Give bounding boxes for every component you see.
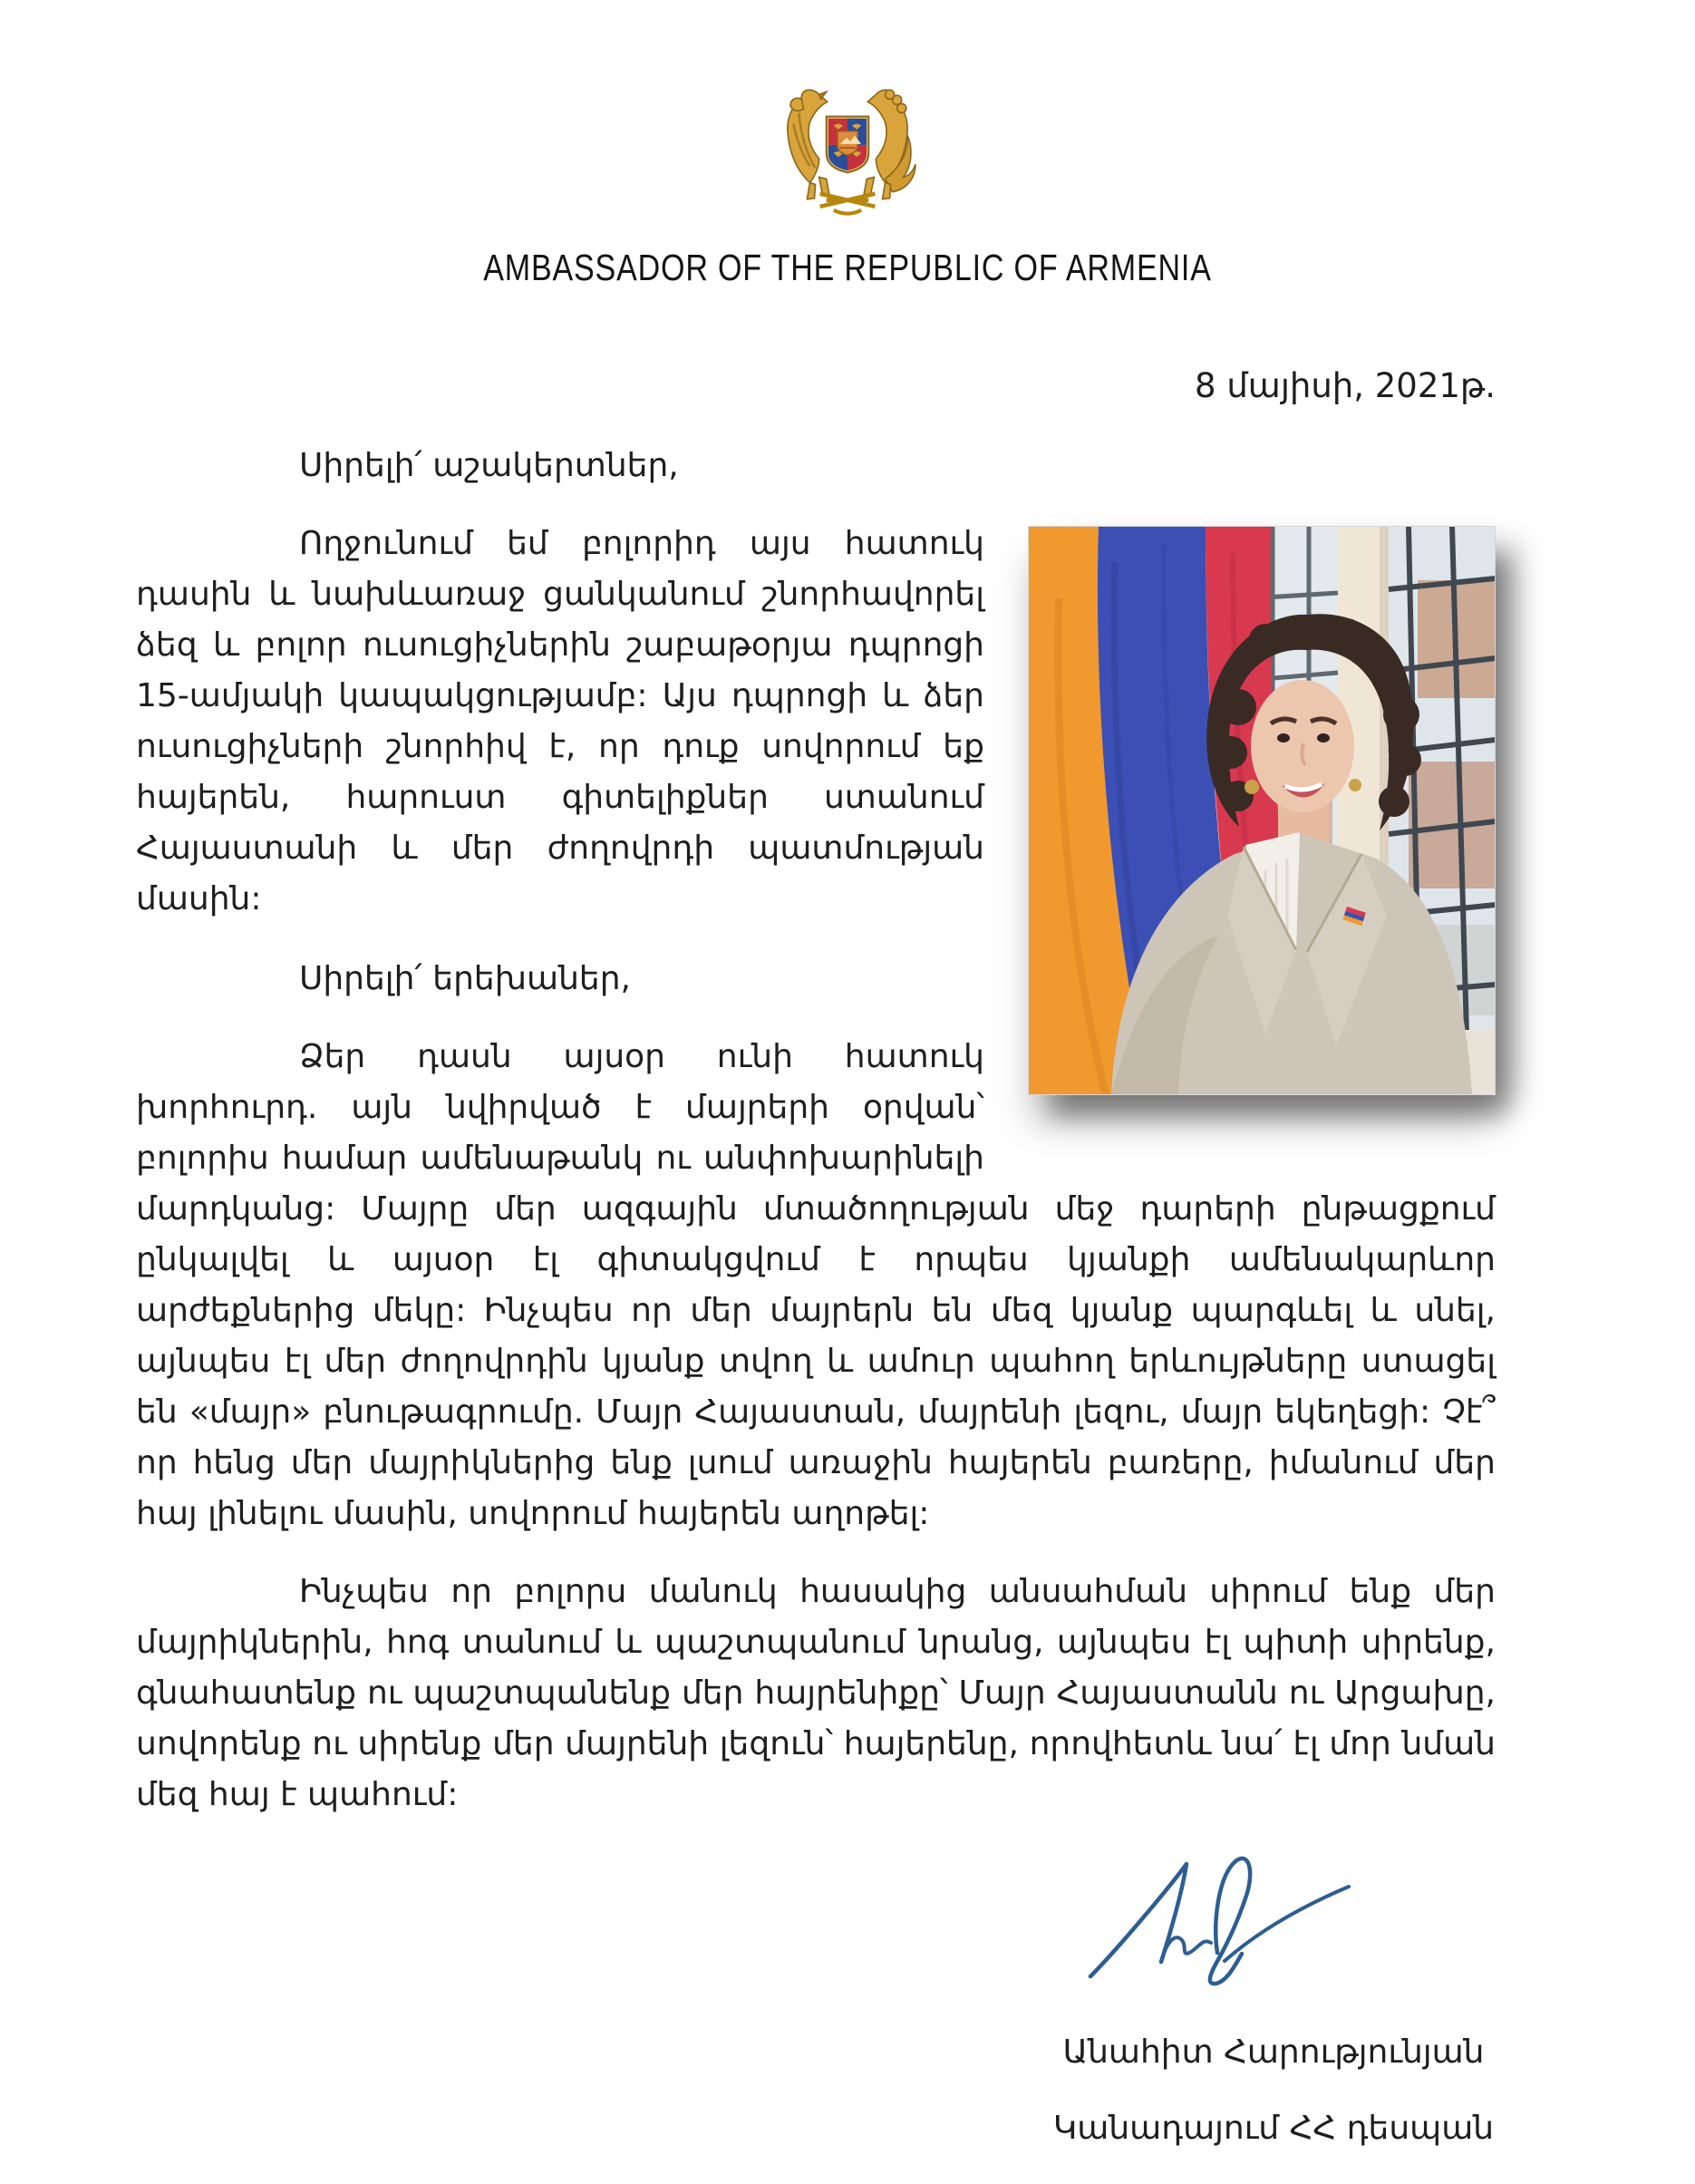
handwritten-signature (1080, 1851, 1351, 1987)
letterhead-title: AMBASSADOR OF THE REPUBLIC OF ARMENIA (483, 247, 1212, 288)
salutation-children: Սիրելի՛ երեխաներ, (299, 960, 631, 997)
ambassador-portrait-image (1028, 526, 1496, 1095)
ambassador-photo (1028, 526, 1496, 1095)
letter-body (136, 361, 1496, 2154)
salutation-students: Սիրելի՛ աշակերտներ, (299, 447, 679, 484)
signature-block (1051, 1851, 1496, 2154)
signer-name: Անահիտ Հարությունյան (1062, 2034, 1485, 2071)
paragraph-greeting (136, 519, 1496, 925)
paragraph-mothers-day: Ձեր դասն այսօր ունի հատուկ խորհուրդ. այն նվիրված է մայրերի օրվան՝ բոլորիս համար ամենաթանկ ու անփոխարինելի մարդկանց: Մայրը մեր ազգային մտածողության մեջ դարերի ընթացքում ընկալվել և այսօր էլ գիտակցվում է որպես կյանքի ամենակարևոր արժեքներից մեկը: Ինչպես որ մեր մայրերն են մեզ կյանք պարգևել և սնել, այնպես էլ մեր ժողովրդին կյանք տվող և ամուր պահող երևույթները ստացել են «մայր» բնութագրումը. Մայր Հայաստան, մայրենի լեզու, մայր եկեղեցի: Չէ՞ որ հենց մեր մայրիկներից ենք լսում առաջին հայերեն բառերը, իմանում մեր հայ լինելու մասին, սովորում հայերեն աղոթել: (136, 1038, 1496, 1532)
paragraph-greeting-text: Ողջունում եմ բոլորիդ այս հատուկ դասին և նախևառաջ ցանկանում շնորհավորել ձեզ և բոլոր ուսուցիչներին շաբաթօրյա դպրոցի 15-ամյակի կապակցությամբ: Այս դպրոցի և ձեր ուսուցիչների շնորհիվ է, որ դուք սովորում եք հայերեն, հարուստ գիտելիքներ ստանում Հայաստանի և մեր ժողովրդի պատմության մասին: (136, 525, 984, 917)
date-line: 8 մայիսի, 2021թ. (1195, 366, 1496, 405)
paragraph-homeland: Ինչպես որ բոլորս մանուկ հասակից անսահման սիրում ենք մեր մայրիկներին, հոգ տանում և պաշտպանում նրանց, այնպես էլ պիտի սիրենք, գնահատենք ու պաշտպանենք մեր հայրենիքը՝ Մայր Հայաստանն ու Արցախը, սովորենք ու սիրենք մեր մայրենի լեզուն՝ հայերենը, որովհետև նա՛ էլ մոր նման մեզ հայ է պահում: (136, 1573, 1496, 1813)
signer-title: Կանադայում ՀՀ դեսպան (1052, 2110, 1495, 2147)
armenia-coat-of-arms-icon (779, 78, 916, 221)
